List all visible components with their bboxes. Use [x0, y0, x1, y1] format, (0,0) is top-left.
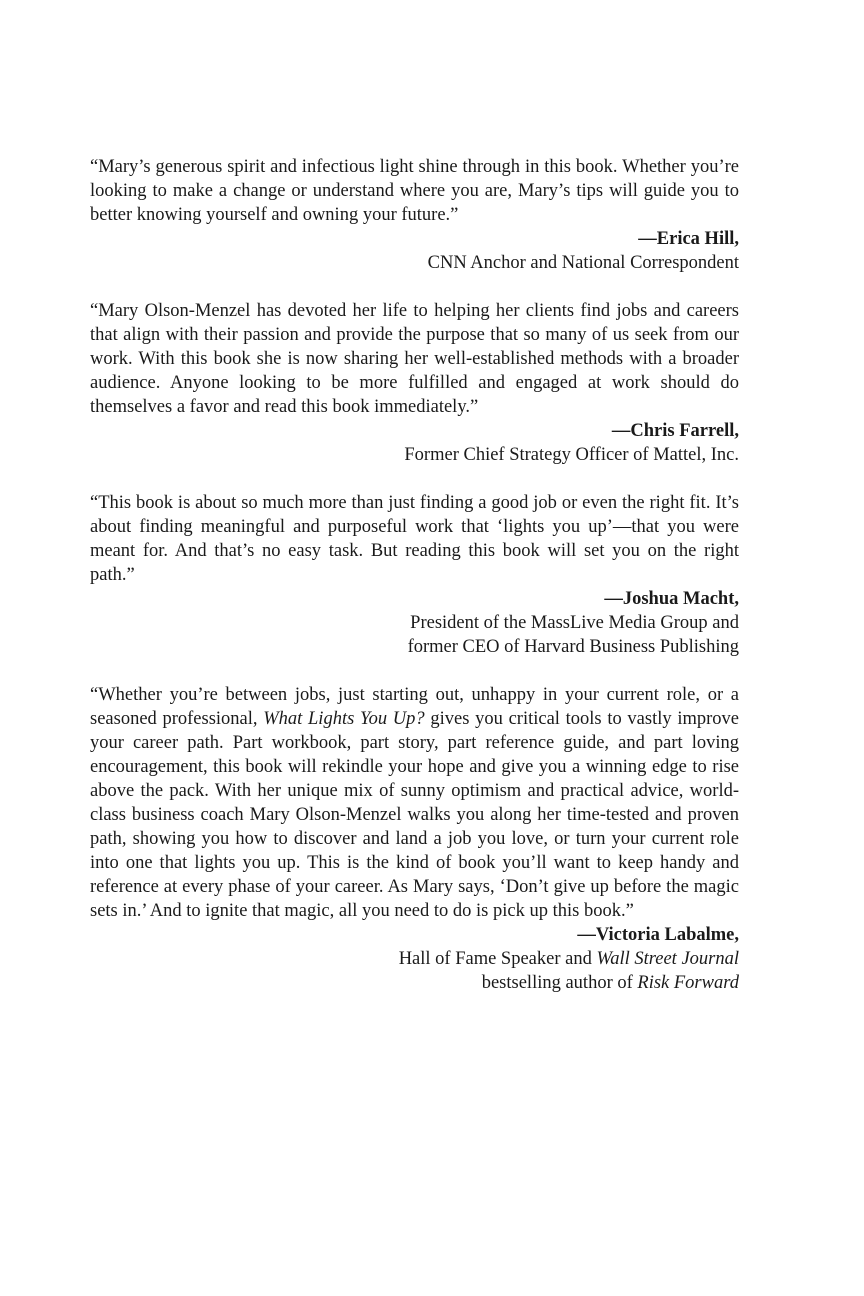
publication-name: Wall Street Journal [596, 949, 739, 969]
quote-text: gives you critical tools to vastly improve your career path. Part workbook, part story, part reference guide, and part loving encouragement, this book will rekindle your hope and give you a winning edge to rise above the pack. With her unique mix of sunny optimism and practical advice, world-class business coach Mary Olson-Menzel walks you along her time-tested and proven path, showing you how to discover and land a job you love, or turn your current role into one that lights you up. This is the kind of book you’ll want to keep handy and reference at every phase of your career. As Mary says, ‘Don’t give up before the magic sets in.’ And to ignite that magic, all you need to do is pick up this book.” [90, 709, 739, 921]
testimonial-erica-hill [90, 155, 739, 275]
book-title: What Lights You Up? [263, 709, 425, 729]
book-title: Risk Forward [637, 973, 739, 993]
testimonial-author-title [90, 947, 739, 971]
title-text: bestselling author of [481, 973, 638, 993]
testimonial-chris-farrell [90, 299, 739, 467]
testimonial-quote: “This book is about so much more than just finding a good job or even the right fit. It’s about finding meaningful and purposeful work that ‘lights you up’—that you were meant for. And that’s no easy task. But reading this book will set you on the right path.” [90, 493, 739, 585]
testimonial-author: —Chris Farrell, [611, 421, 739, 441]
title-text: Hall of Fame Speaker and [398, 949, 597, 969]
quote-text: “Whether you’re between jobs, just starting out, unhappy in your current role, or a seasoned professional, [90, 685, 739, 729]
testimonial-author-title: former CEO of Harvard Business Publishing [407, 637, 739, 657]
praise-page [90, 155, 739, 1019]
testimonial-quote: “Mary Olson-Menzel has devoted her life to helping her clients find jobs and careers that align with their passion and provide the purpose that so many of us seek from our work. With this book she is now sharing her well-established methods with a broader audience. Anyone looking to be more fulfilled and engaged at work should do themselves a favor and read this book immediately.” [90, 301, 739, 417]
testimonial-quote [90, 683, 739, 923]
testimonial-author: —Erica Hill, [638, 229, 739, 249]
testimonial-author-title: CNN Anchor and National Correspondent [427, 253, 739, 273]
testimonial-author: —Victoria Labalme, [577, 925, 739, 945]
testimonial-author-title [90, 971, 739, 995]
testimonial-quote: “Mary’s generous spirit and infectious light shine through in this book. Whether you’re looking to make a change or understand where you are, Mary’s tips will guide you to better knowing yourself and owning your future.” [90, 157, 739, 225]
testimonial-author: —Joshua Macht, [604, 589, 739, 609]
testimonial-author-title: President of the MassLive Media Group and [410, 613, 739, 633]
testimonial-joshua-macht [90, 491, 739, 659]
testimonial-victoria-labalme [90, 683, 739, 995]
testimonial-author-title: Former Chief Strategy Officer of Mattel, Inc. [404, 445, 739, 465]
